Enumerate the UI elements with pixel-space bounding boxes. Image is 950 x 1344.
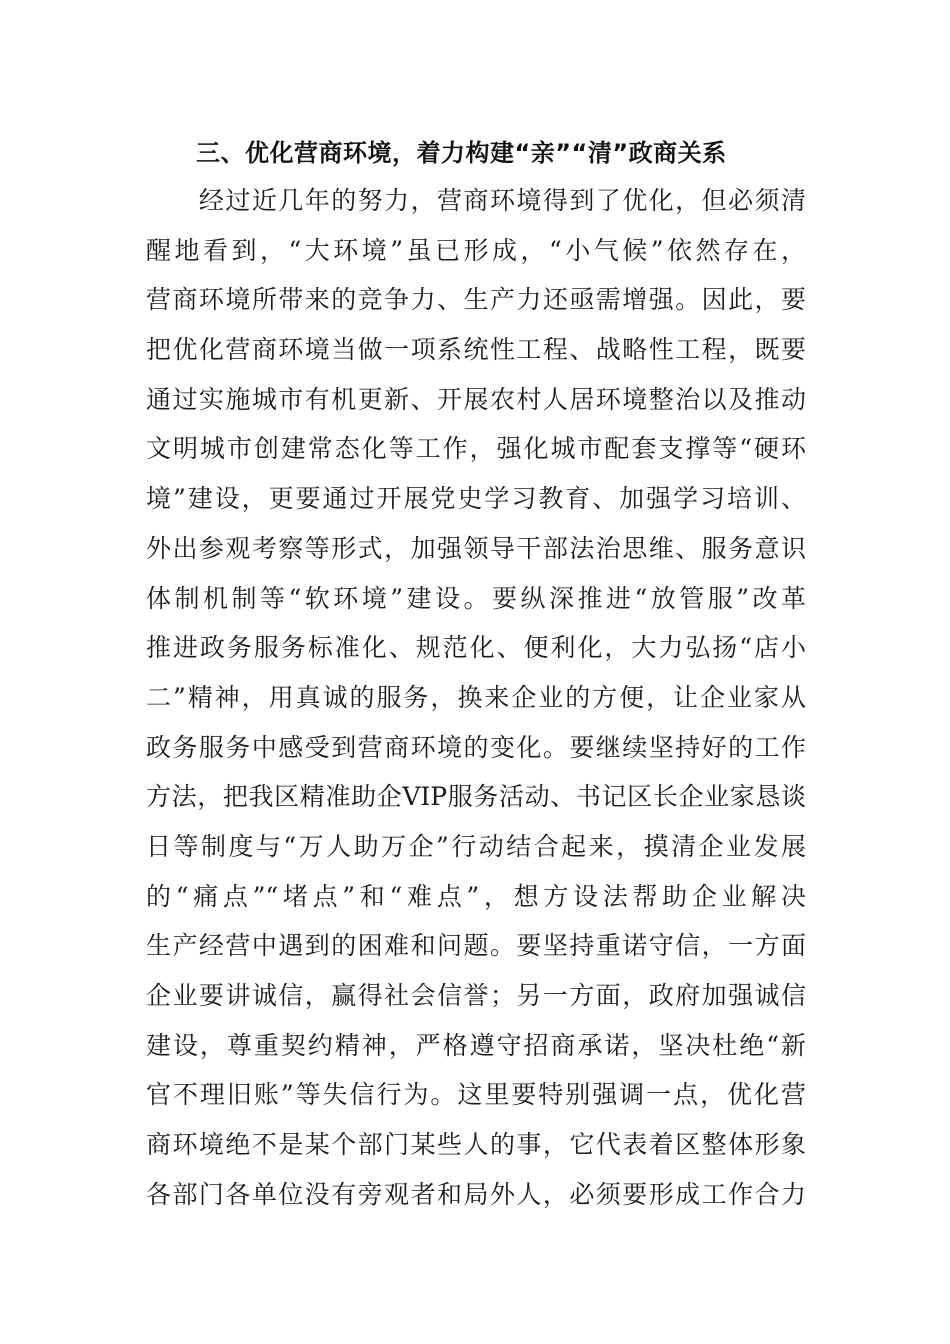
body-text (146, 176, 806, 1219)
text-line: 生产经营中遇到的困难和问题。要坚持重诺守信，一方面 (146, 931, 806, 961)
text-line: 二”精神，用真诚的服务，换来企业的方便，让企业家从 (146, 682, 806, 712)
text-line: 推进政务服务标准化、规范化、便利化，大力弘扬“店小 (146, 633, 806, 663)
text-line: 官不理旧账”等失信行为。这里要特别强调一点，优化营 (146, 1080, 806, 1110)
text-line: 境”建设，更要通过开展党史学习教育、加强学习培训、 (146, 484, 806, 514)
text-line: 文明城市创建常态化等工作，强化城市配套支撑等“硬环 (146, 434, 806, 464)
text-line: 的“痛点”“堵点”和“难点”，想方设法帮助企业解决 (146, 881, 806, 911)
text-line: 各部门各单位没有旁观者和局外人，必须要形成工作合力 (146, 1179, 806, 1209)
text-line: 外出参观考察等形式，加强领导干部法治思维、服务意识 (146, 533, 806, 563)
section-heading: 三、优化营商环境，着力构建“亲”“清”政商关系 (196, 139, 727, 167)
text-line: 日等制度与“万人助万企”行动结合起来，摸清企业发展 (146, 831, 806, 861)
text-line: 通过实施城市有机更新、开展农村人居环境整治以及推动 (146, 384, 806, 414)
text-line: 商环境绝不是某个部门某些人的事，它代表着区整体形象 (146, 1130, 806, 1160)
text-line: 体制机制等“软环境”建设。要纵深推进“放管服”改革 (146, 583, 806, 613)
text-line: 建设，尊重契约精神，严格遵守招商承诺，坚决杜绝“新 (146, 1030, 806, 1060)
text-line: 经过近几年的努力，营商环境得到了优化，但必须清 (146, 186, 806, 215)
text-line: 企业要讲诚信，赢得社会信誉；另一方面，政府加强诚信 (146, 981, 806, 1010)
text-line: 营商环境所带来的竞争力、生产力还亟需增强。因此，要 (146, 285, 806, 315)
text-line: 政务服务中感受到营商环境的变化。要继续坚持好的工作 (146, 732, 806, 762)
text-line: 醒地看到，“大环境”虽已形成，“小气候”依然存在， (146, 235, 806, 265)
text-line: 方法，把我区精准助企VIP服务活动、书记区长企业家恳谈 (146, 782, 806, 812)
text-line: 把优化营商环境当做一项系统性工程、战略性工程，既要 (146, 335, 806, 365)
